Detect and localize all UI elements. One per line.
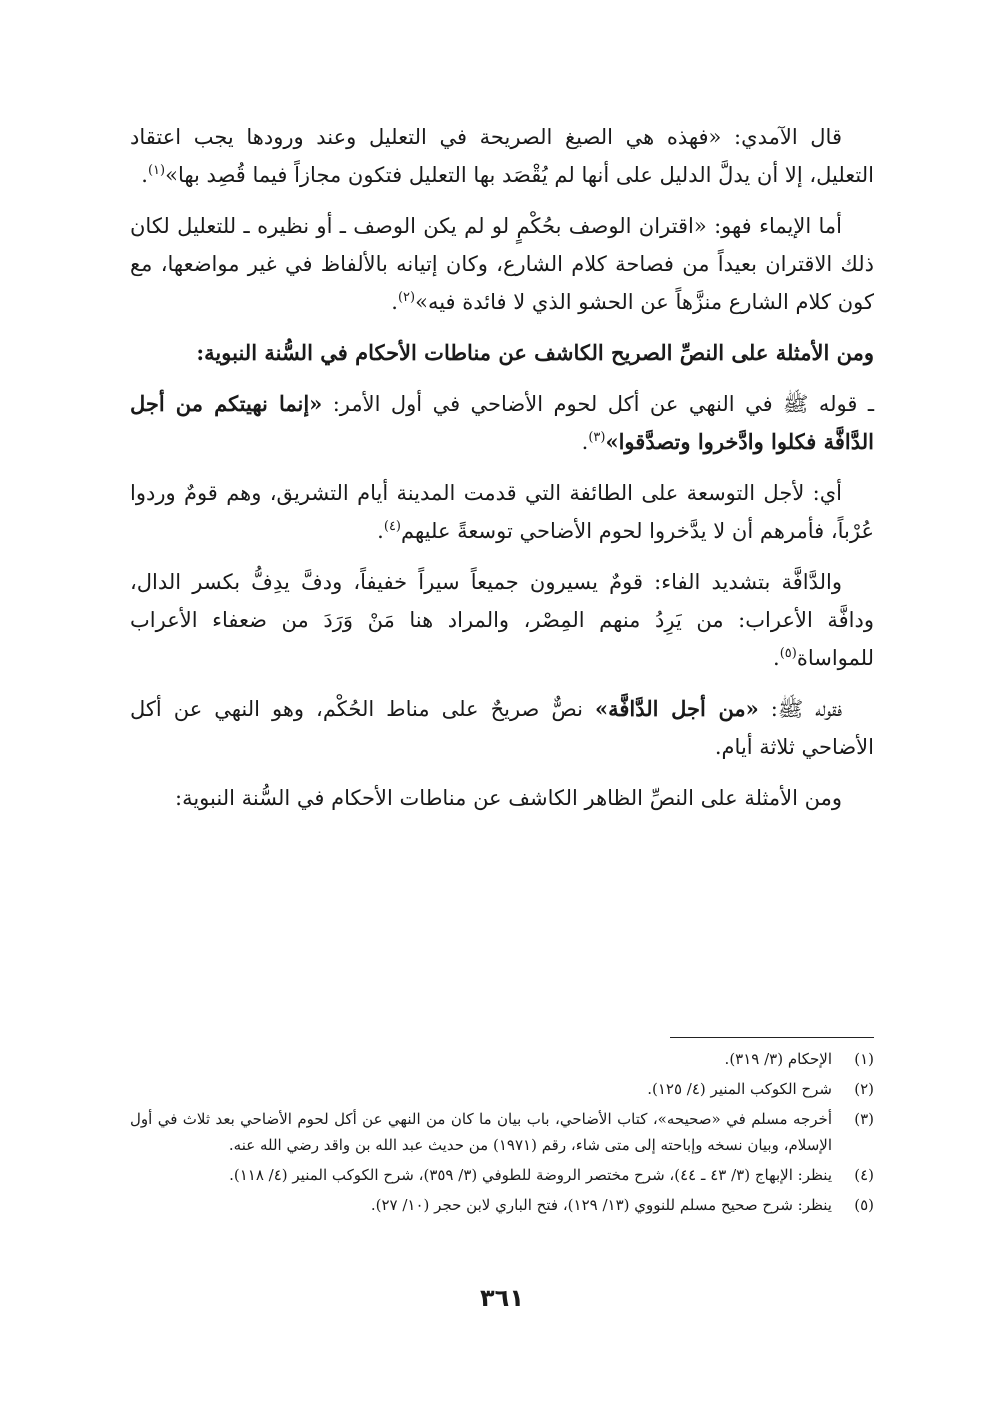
punctuation: . xyxy=(581,430,589,454)
footnote-ref[interactable]: (٤) xyxy=(383,519,401,534)
footnote-item xyxy=(130,1162,874,1188)
paragraph-amidi xyxy=(130,118,874,194)
footnote-text: ينظر: الإبهاج (٣/ ٤٣ ـ ٤٤)، شرح مختصر الروضة للطوفي (٣/ ٣٥٩)، شرح الكوكب المنير (٤/ ١١٨). xyxy=(229,1166,832,1184)
paragraph-text: أي: لأجل التوسعة على الطائفة التي قدمت المدينة أيام التشريق، وهم قومٌ وردوا عُرْباً، فأمرهم أن لا يدَّخروا لحوم الأضاحي توسعةً عليهم xyxy=(130,481,874,543)
footnote-number: (١) xyxy=(854,1050,874,1068)
paragraph-zahir xyxy=(130,779,874,817)
punctuation: . xyxy=(377,519,384,543)
paragraph-text: ـ قوله ﷺ في النهي عن أكل لحوم الأضاحي في أول الأمر: xyxy=(322,392,874,416)
hadith-quote: «إنما نهيتكم من أجل الدَّافَّة فكلوا وادَّخروا وتصدَّقوا» xyxy=(130,391,874,454)
footnote-ref[interactable]: (٥) xyxy=(779,646,797,661)
punctuation: . xyxy=(391,290,398,314)
hadith-quote: «من أجل الدَّافَّة» xyxy=(594,696,759,721)
heading-text: ومن الأمثلة على النصِّ الصريح الكاشف عن مناطات الأحكام في السُّنة النبوية xyxy=(204,340,874,365)
punctuation: . xyxy=(773,646,780,670)
paragraph-text: أما الإيماء فهو: «اقتران الوصف بحُكْمٍ لو لم يكن الوصف ـ أو نظيره ـ للتعليل لكان ذلك الاقتران بعيداً من فصاحة كلام الشارع، وكان إتيانه بالألفاظ في غير مواضعها، مع كون كلام الشارع منزَّهاً عن الحشو الذي لا فائدة فيه» xyxy=(130,214,874,314)
paragraph-text: قال الآمدي: «فهذه هي الصيغ الصريحة في التعليل وعند ورودها يجب اعتقاد التعليل، إلا أن يدلَّ الدليل على أنها لم يُقْصَد بها التعليل فتكون مجازاً فيما قُصِد بها» xyxy=(130,125,874,187)
footnote-number: (٣) xyxy=(854,1110,874,1128)
section-heading xyxy=(130,334,874,372)
footnote-ref[interactable]: (٢) xyxy=(397,290,416,305)
paragraph-explanation xyxy=(130,474,874,550)
page-body xyxy=(130,118,874,830)
footnote-text: شرح الكوكب المنير (٤/ ١٢٥). xyxy=(647,1080,832,1098)
paragraph-text: فقوله ﷺ: xyxy=(758,697,842,721)
footnote-item xyxy=(130,1192,874,1218)
page-number: ٣٦١ xyxy=(480,1284,524,1312)
footnote-number: (٥) xyxy=(854,1196,874,1214)
punctuation: . xyxy=(141,163,148,187)
footnote-text: الإحكام (٣/ ٣١٩). xyxy=(724,1050,832,1068)
paragraph-text: ومن الأمثلة على النصِّ الظاهر الكاشف عن مناطات الأحكام في السُّنة النبوية: xyxy=(175,786,842,810)
footnote-text: أخرجه مسلم في «صحيحه»، كتاب الأضاحي، باب بيان ما كان من النهي عن أكل لحوم الأضاحي بعد ثلاث في أول الإسلام، وبيان نسخه وإباحته إلى متى شاء، رقم (١٩٧١) من حديث عبد الله بن واقد رضي الله عنه. xyxy=(130,1110,832,1154)
paragraph-hadith xyxy=(130,385,874,461)
paragraph-text: والدَّافَّة بتشديد الفاء: قومٌ يسيرون جميعاً سيراً خفيفاً، ودفَّ يدِفُّ بكسر الدال، ودافَّة الأعراب: من يَرِدُ منهم المِصْر، والمراد هنا مَنْ وَرَدَ من ضعفاء الأعراب للمواساة xyxy=(130,570,874,670)
footnotes xyxy=(130,1046,874,1222)
paragraph-conclusion xyxy=(130,690,874,766)
footnote-item xyxy=(130,1106,874,1158)
footnote-number: (٤) xyxy=(854,1166,874,1184)
paragraph-daffa xyxy=(130,563,874,677)
footnote-ref[interactable]: (٣) xyxy=(588,430,606,445)
paragraph-text: نصٌّ صريحٌ على مناط الحُكْم، وهو النهي عن أكل الأضاحي ثلاثة أيام. xyxy=(130,697,874,759)
footnote-item xyxy=(130,1076,874,1102)
punctuation: : xyxy=(196,340,205,365)
footnote-divider xyxy=(670,1037,874,1038)
footnote-item xyxy=(130,1046,874,1072)
footnote-ref[interactable]: (١) xyxy=(147,163,166,178)
paragraph-imaa xyxy=(130,207,874,321)
footnote-text: ينظر: شرح صحيح مسلم للنووي (١٣/ ١٢٩)، فتح الباري لابن حجر (١٠/ ٢٧). xyxy=(370,1196,832,1214)
footnote-number: (٢) xyxy=(854,1080,874,1098)
